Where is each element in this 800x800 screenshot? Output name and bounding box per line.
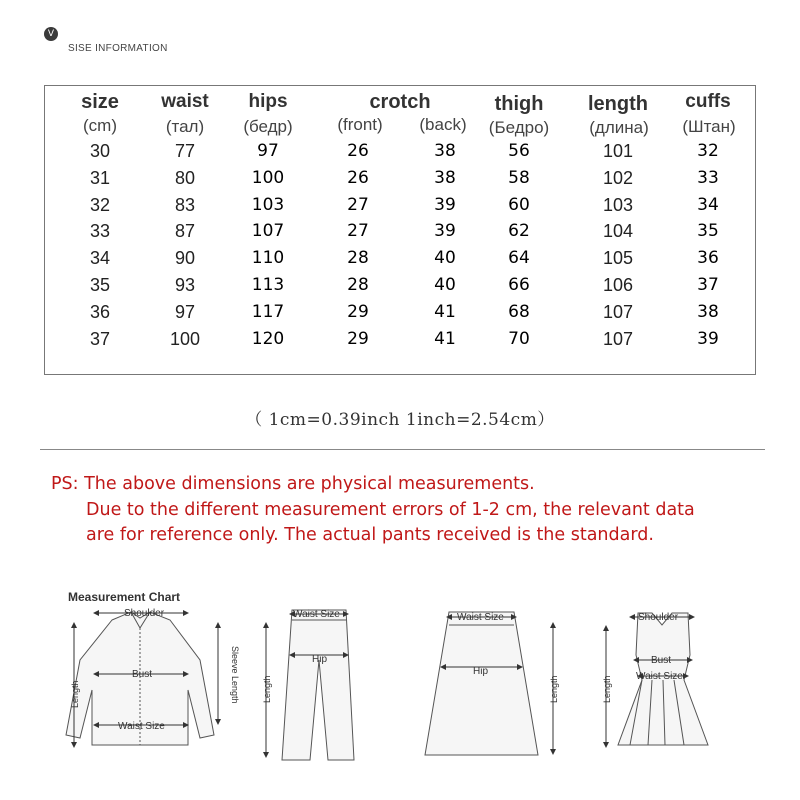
pants-waist-label: Waist Size	[293, 609, 340, 620]
unit-crotch-front: (front)	[337, 115, 383, 134]
skirt-waist-label: Waist Size	[457, 612, 504, 623]
unit-hips: (бедр)	[243, 117, 293, 136]
table-cell: 107	[602, 328, 634, 349]
table-cell: 97	[257, 141, 279, 161]
unit-conversion-note: （ 1cm=0.39inch 1inch=2.54cm）	[245, 410, 555, 430]
header-size: size	[81, 91, 119, 113]
table-cell: 64	[508, 248, 530, 269]
dress-length-label: Length	[602, 675, 612, 703]
pants-length-label: Length	[262, 675, 272, 703]
table-cell: 58	[508, 167, 530, 188]
table-cell: 27	[347, 221, 369, 242]
table-cell: 32	[697, 141, 719, 161]
unit-crotch-back: (back)	[419, 115, 467, 134]
shirt-shoulder-label: Shoulder	[124, 608, 165, 619]
table-cell: 28	[347, 275, 369, 295]
table-cell: 33	[89, 221, 111, 242]
table-cell: 38	[434, 141, 456, 161]
dress-waist-label: Waist Size	[636, 671, 683, 682]
table-cell: 29	[347, 328, 369, 349]
table-cell: 117	[251, 301, 285, 322]
table-cell: 100	[169, 328, 201, 349]
table-cell: 37	[89, 328, 111, 349]
table-cell: 31	[89, 167, 111, 188]
skirt-hip-label: Hip	[473, 666, 489, 677]
brand-logo-icon: V	[44, 27, 58, 41]
unit-length: (длина)	[589, 118, 649, 137]
table-cell: 39	[434, 194, 456, 215]
unit-cuffs: (Штан)	[682, 117, 736, 136]
table-cell: 80	[174, 167, 196, 188]
table-cell: 34	[697, 194, 719, 215]
table-cell: 38	[434, 167, 456, 188]
table-cell: 77	[174, 141, 196, 161]
section-title: SISE INFORMATION	[68, 43, 168, 54]
ps-note-line-1: PS: The above dimensions are physical measurements.	[51, 474, 535, 494]
table-cell: 32	[89, 194, 111, 215]
shirt-sleeve-label: Sleeve Length	[230, 646, 240, 704]
table-cell: 37	[697, 275, 719, 295]
ps-note-line-2: Due to the different measurement errors of 1-2 cm, the relevant data	[86, 500, 695, 520]
table-cell: 104	[602, 221, 634, 242]
table-cell: 30	[89, 141, 111, 161]
table-cell: 33	[697, 167, 719, 188]
unit-thigh: (Бедро)	[488, 118, 550, 137]
table-cell: 26	[347, 167, 369, 188]
table-cell: 62	[508, 221, 530, 242]
table-cell: 107	[251, 221, 285, 242]
ps-note-line-3: are for reference only. The actual pants received is the standard.	[86, 525, 654, 545]
shirt-bust-label: Bust	[132, 669, 153, 680]
table-cell: 36	[697, 248, 719, 269]
measurement-chart-title: Measurement Chart	[68, 590, 181, 604]
table-cell: 102	[602, 167, 634, 188]
table-cell: 60	[508, 194, 530, 215]
shirt-length-label: Length	[70, 680, 80, 708]
header-crotch: crotch	[369, 91, 431, 113]
table-cell: 34	[89, 248, 111, 269]
table-cell: 39	[434, 221, 456, 242]
pants-diagram	[266, 610, 354, 760]
table-cell: 105	[602, 248, 634, 269]
table-cell: 113	[251, 275, 285, 295]
table-cell: 40	[434, 275, 456, 295]
skirt-diagram	[425, 612, 553, 755]
table-cell: 36	[89, 301, 111, 322]
table-cell: 110	[251, 248, 285, 269]
header-cuffs: cuffs	[685, 91, 731, 112]
table-cell: 56	[508, 141, 530, 161]
table-cell: 28	[347, 248, 369, 269]
dress-bust-label: Bust	[651, 655, 672, 666]
header-hips: hips	[248, 91, 288, 112]
table-cell: 103	[602, 194, 634, 215]
table-cell: 26	[347, 141, 369, 161]
table-cell: 106	[602, 275, 634, 295]
shirt-waist-label: Waist Size	[118, 721, 165, 732]
table-cell: 41	[434, 328, 456, 349]
table-cell: 93	[174, 275, 196, 295]
header-waist: waist	[161, 91, 209, 112]
pants-hip-label: Hip	[312, 654, 328, 665]
table-cell: 41	[434, 301, 456, 322]
skirt-length-label: Length	[549, 675, 559, 703]
table-cell: 66	[508, 275, 530, 295]
dress-shoulder-label: Shoulder	[638, 612, 679, 623]
table-cell: 103	[251, 194, 285, 215]
table-cell: 87	[174, 221, 196, 242]
pants-outline	[282, 610, 354, 760]
header-thigh: thigh	[494, 93, 544, 115]
table-cell: 83	[174, 194, 196, 215]
table-cell: 107	[602, 301, 634, 322]
table-cell: 90	[174, 248, 196, 269]
header-length: length	[588, 93, 648, 115]
unit-waist: (тал)	[165, 117, 205, 136]
table-cell: 38	[697, 301, 719, 322]
table-cell: 68	[508, 301, 530, 322]
table-cell: 97	[174, 301, 196, 322]
unit-size: (cm)	[83, 116, 117, 135]
table-cell: 100	[251, 167, 285, 188]
table-cell: 120	[251, 328, 285, 349]
table-cell: 35	[89, 275, 111, 295]
table-cell: 29	[347, 301, 369, 322]
table-cell: 39	[697, 328, 719, 349]
table-cell: 35	[697, 221, 719, 242]
table-cell: 40	[434, 248, 456, 269]
table-cell: 101	[602, 141, 634, 161]
skirt-outline	[425, 612, 538, 755]
table-cell: 27	[347, 194, 369, 215]
table-cell: 70	[508, 328, 530, 349]
